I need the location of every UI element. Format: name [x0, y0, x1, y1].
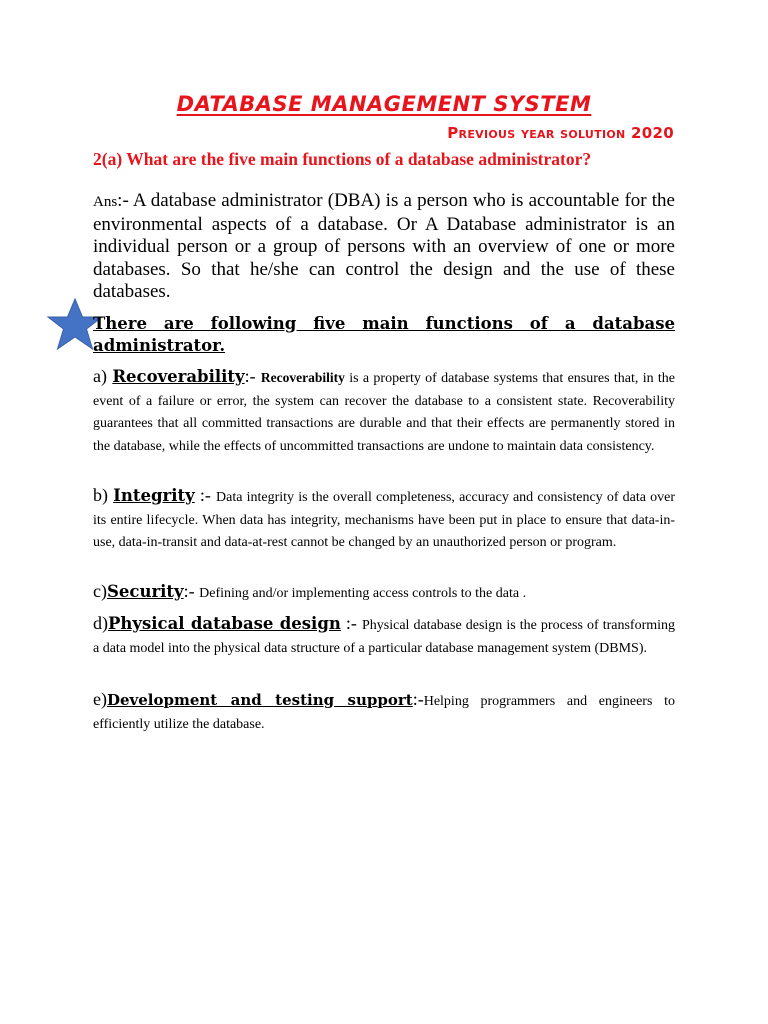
function-item-security: [93, 580, 675, 606]
function-item-dev-testing: [93, 688, 675, 736]
answer-separator: :-: [117, 190, 133, 211]
function-term: Physical database design: [108, 614, 341, 633]
function-term: Security: [106, 582, 184, 601]
function-item-physical-design: [93, 612, 675, 660]
function-prefix: d): [93, 613, 108, 633]
function-separator: :-: [183, 581, 200, 601]
function-separator: :-: [340, 613, 362, 633]
document-title: DATABASE MANAGEMENT SYSTEM: [176, 92, 592, 116]
document-subtitle: Previous year solution 2020: [447, 124, 674, 142]
function-separator: :-: [412, 689, 424, 709]
function-bold-lead: Recoverability: [260, 370, 345, 385]
function-text: Defining and/or implementing access controls to the data .: [199, 586, 527, 601]
function-term: Recoverability: [112, 367, 245, 386]
function-term: Integrity: [113, 486, 195, 505]
function-prefix: c): [93, 581, 107, 601]
answer-label: Ans: [93, 194, 118, 210]
function-prefix: a): [93, 366, 113, 386]
function-prefix: e): [93, 689, 107, 709]
function-text: Physical database design is the process of transforming a data model into the physical data structure of a particular database management system (DBMS).: [93, 618, 676, 656]
answer-paragraph: [93, 190, 675, 304]
function-item-integrity: [93, 484, 675, 555]
function-separator: :-: [194, 485, 217, 505]
function-text: Data integrity is the overall completeness, accuracy and consistency of data over its entire lifecycle. When data has integrity, mechanisms have been put in place to ensure that data-in-use, data-in-transit and data-at-rest cannot be changed by an unauthorized person or program.: [93, 490, 675, 550]
function-item-recoverability: [93, 365, 675, 458]
question-text: 2(a) What are the five main functions of a database administrator?: [93, 149, 592, 169]
function-text: is a property of database systems that ensures that, in the event of a failure or error, the system can recover the database to a consistent state. Recoverability guarantees that all committed transactions are durable and that their effects are permanently stored in the database, while the effects of uncommitted transactions are undone to maintain data consistency.: [93, 371, 676, 454]
function-term: Development and testing support: [106, 691, 413, 709]
function-text: Helping programmers and engineers to efficiently utilize the database.: [93, 694, 675, 732]
function-separator: :-: [244, 366, 261, 386]
functions-heading: There are following five main functions of a database administrator.: [93, 314, 675, 355]
function-prefix: b): [93, 485, 114, 505]
answer-text: A database administrator (DBA) is a person who is accountable for the environmental aspects of a database. Or A Database administrator is an individual person or a group of persons with an overview of one or more databases. So that he/she can control the design and the use of these databases.: [93, 190, 675, 302]
